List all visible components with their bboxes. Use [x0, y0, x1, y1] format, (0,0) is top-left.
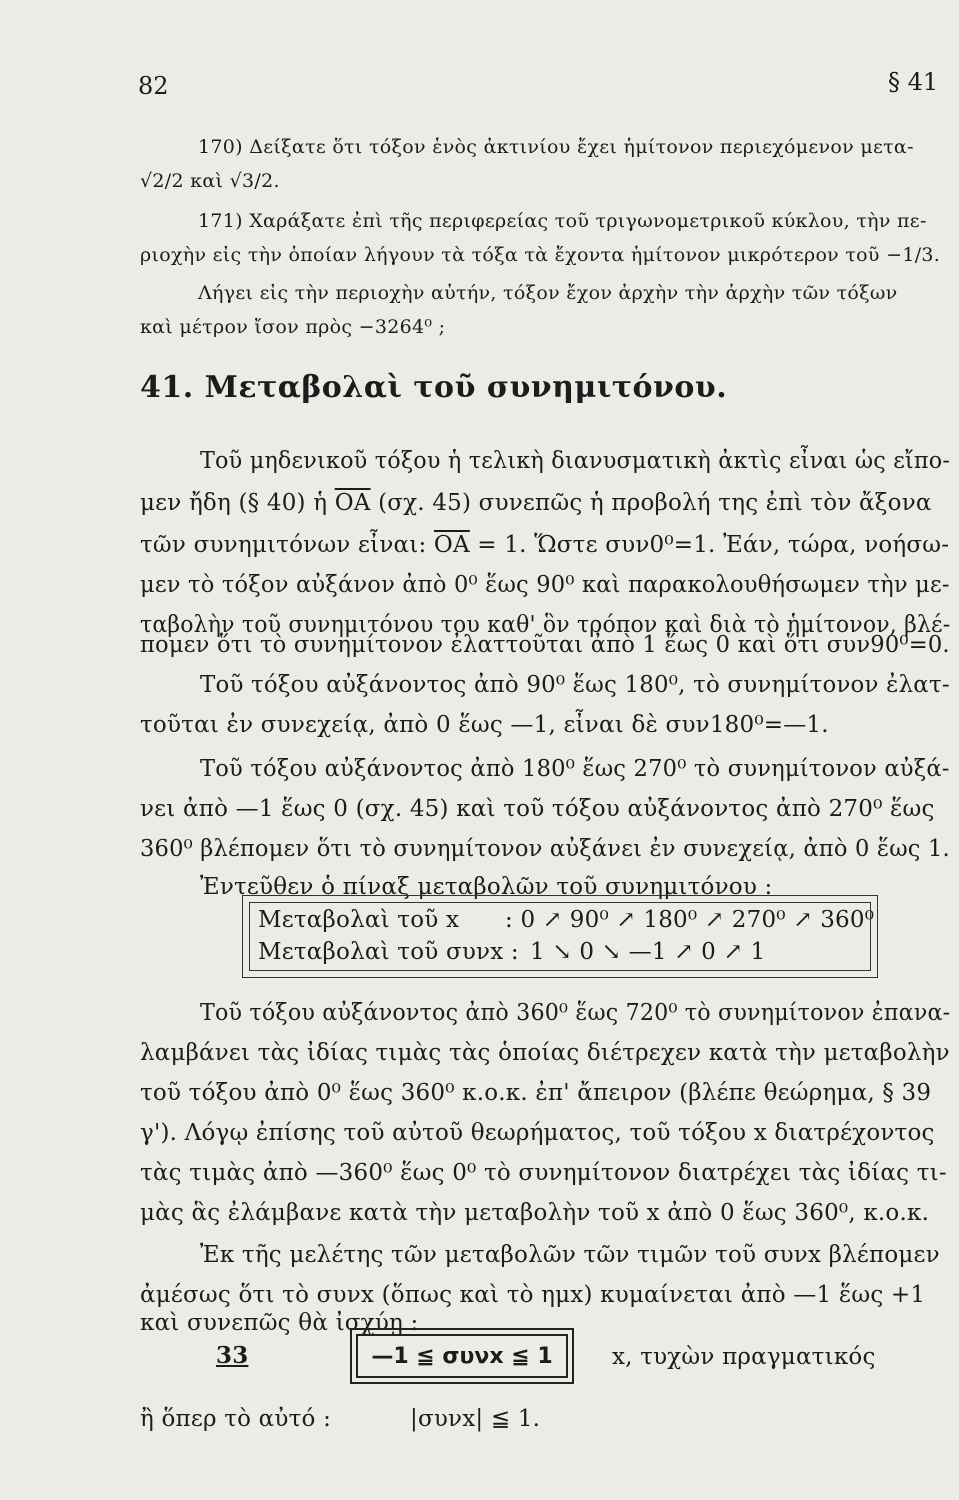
- footer-line-text: ἢ ὅπερ τὸ αὐτό :: [140, 1406, 332, 1432]
- formula-expression: —1 ≦ συνx ≦ 1: [356, 1334, 568, 1378]
- paragraph2-line1: Τοῦ τόξου αὐξάνοντος ἀπὸ 90⁰ ἕως 180⁰, τὸ συνημίτονον ἐλατ-: [200, 672, 950, 698]
- exercise-171-line4: καὶ μέτρον ἴσον πρὸς −3264⁰ ;: [140, 316, 446, 338]
- formula-box: [350, 1328, 574, 1384]
- variation-table-inner: [249, 902, 875, 971]
- paragraph4-line1: Τοῦ τόξου αὐξάνοντος ἀπὸ 360⁰ ἕως 720⁰ τὸ συνημίτονον ἐπανα-: [200, 1000, 951, 1026]
- exercise-171-line1: 171) Χαράξατε ἐπὶ τῆς περιφερείας τοῦ τριγωνομετρικοῦ κύκλου, τὴν πε-: [198, 210, 927, 232]
- formula-number: 33: [216, 1342, 249, 1369]
- exercise-171-line3: Λήγει εἰς τὴν περιοχὴν αὐτήν, τόξον ἔχον ἀρχὴν τὴν ἀρχὴν τῶν τόξων: [198, 282, 898, 304]
- footer-line-expression: |συνx| ≦ 1.: [410, 1406, 541, 1432]
- exercise-171-line2: ριοχὴν εἰς τὴν ὁποίαν λήγουν τὰ τόξα τὰ ἔχοντα ἡμίτονον μικρότερον τοῦ −1/3.: [140, 244, 941, 266]
- paragraph4-line2: λαμβάνει τὰς ἰδίας τιμὰς τὰς ὁποίας διέτρεχεν κατὰ τὴν μεταβολὴν: [140, 1040, 950, 1066]
- page-number: 82: [138, 72, 169, 100]
- formula-condition: x, τυχὼν πραγματικός: [612, 1344, 876, 1370]
- section-title: 41. Μεταβολαὶ τοῦ συνημιτόνου.: [140, 370, 728, 405]
- paragraph1-line4: μεν τὸ τόξον αὐξάνον ἀπὸ 0⁰ ἕως 90⁰ καὶ παρακολουθήσωμεν τὴν με-: [140, 572, 950, 598]
- paragraph5-line3: καὶ συνεπῶς θὰ ἰσχύῃ :: [140, 1310, 419, 1336]
- paragraph4-line4: γ'). Λόγῳ ἐπίσης τοῦ αὐτοῦ θεωρήματος, τοῦ τόξου x διατρέχοντος: [140, 1120, 935, 1146]
- exercise-170-line2: √2/2 καὶ √3/2.: [140, 170, 280, 192]
- paragraph4-line3: τοῦ τόξου ἀπὸ 0⁰ ἕως 360⁰ κ.ο.κ. ἐπ' ἄπειρον (βλέπε θεώρημα, § 39: [140, 1080, 932, 1106]
- paragraph5-line1: Ἐκ τῆς μελέτης τῶν μεταβολῶν τῶν τιμῶν τοῦ συνx βλέπομεν: [200, 1242, 940, 1268]
- paragraph1-line2: μεν ἤδη (§ 40) ἡ $\overline{OA}$ (σχ. 45) συνεπῶς ἡ προβολή της ἐπὶ τὸν ἄξονα: [140, 490, 932, 516]
- paragraph1-line6: πομεν ὅτι τὸ συνημίτονον ἐλαττοῦται ἀπὸ 1 ἕως 0 καὶ ὅτι συν90⁰=0.: [140, 632, 950, 658]
- table-row2-label: Μεταβολαὶ τοῦ συνx :: [258, 939, 519, 965]
- paragraph4-line6: μὰς ἃς ἐλάμβανε κατὰ τὴν μεταβολὴν τοῦ x ἀπὸ 0 ἕως 360⁰, κ.ο.κ.: [140, 1200, 930, 1226]
- table-row1-label: Μεταβολαὶ τοῦ x: [258, 907, 460, 933]
- table-row1-values: : 0 ↗ 90⁰ ↗ 180⁰ ↗ 270⁰ ↗ 360⁰: [505, 907, 875, 933]
- paragraph3-line3: 360⁰ βλέπομεν ὅτι τὸ συνημίτονον αὐξάνει ἐν συνεχείᾳ, ἀπὸ 0 ἕως 1.: [140, 836, 950, 862]
- paragraph4-line5: τὰς τιμὰς ἀπὸ —360⁰ ἕως 0⁰ τὸ συνημίτονον διατρέχει τὰς ἰδίας τι-: [140, 1160, 947, 1186]
- paragraph5-line2: ἀμέσως ὅτι τὸ συνx (ὅπως καὶ τὸ ημx) κυμαίνεται ἀπὸ —1 ἕως +1: [140, 1282, 926, 1308]
- paragraph2-line2: τοῦται ἐν συνεχείᾳ, ἀπὸ 0 ἕως —1, εἶναι δὲ συν180⁰=—1.: [140, 712, 829, 738]
- paragraph3-line1: Τοῦ τόξου αὐξάνοντος ἀπὸ 180⁰ ἕως 270⁰ τὸ συνημίτονον αὐξά-: [200, 756, 950, 782]
- variation-table: [242, 895, 878, 978]
- paragraph1-line5: ταβολὴν τοῦ συνημιτόνου του καθ' ὃν τρόπον καὶ διὰ τὸ ἡμίτονον, βλέ-: [140, 612, 951, 638]
- table-intro: Ἐντεῦθεν ὁ πίναξ μεταβολῶν τοῦ συνημιτόνου :: [200, 874, 773, 900]
- paragraph1-line1: Τοῦ μηδενικοῦ τόξου ἡ τελικὴ διανυσματικὴ ἀκτὶς εἶναι ὡς εἴπο-: [200, 448, 951, 474]
- section-reference: § 41: [888, 68, 939, 96]
- paragraph3-line2: νει ἀπὸ —1 ἕως 0 (σχ. 45) καὶ τοῦ τόξου αὐξάνοντος ἀπὸ 270⁰ ἕως: [140, 796, 935, 822]
- exercise-170-line1: 170) Δείξατε ὅτι τόξον ἑνὸς ἀκτινίου ἔχει ἡμίτονον περιεχόμενον μετα-: [198, 136, 914, 158]
- table-row2-values: 1 ↘ 0 ↘ —1 ↗ 0 ↗ 1: [530, 939, 766, 965]
- paragraph1-line3: τῶν συνημιτόνων εἶναι: $\overline{OA} = 1$. Ὥστε συν0⁰=1. Ἐάν, τώρα, νοήσω-: [140, 532, 950, 558]
